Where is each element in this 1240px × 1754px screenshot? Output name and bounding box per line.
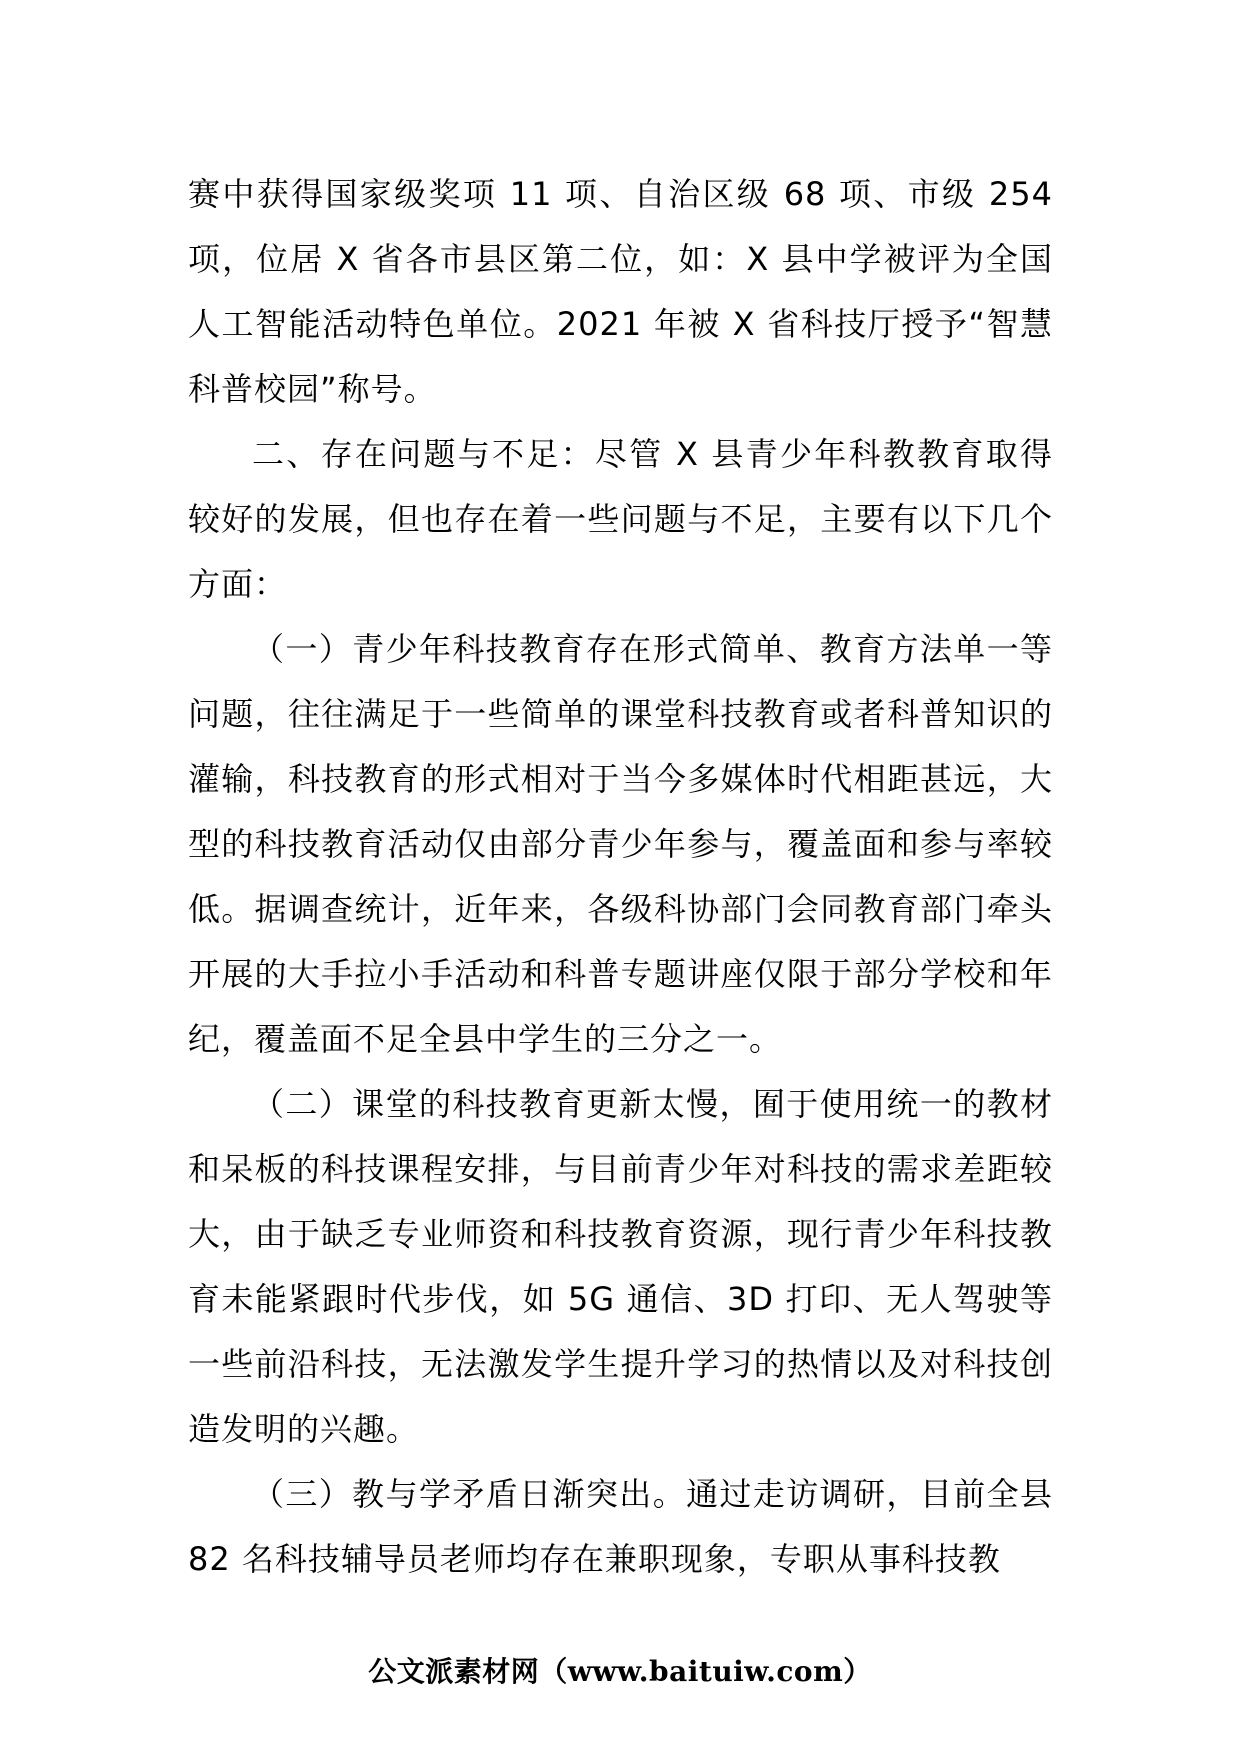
paragraph-problem-one: （一）青少年科技教育存在形式简单、教育方法单一等问题，往往满足于一些简单的课堂科技教育或者科普知识的灌输，科技教育的形式相对于当今多媒体时代相距甚远，大型的科技教育活动仅由部分青少年参与，覆盖面和参与率较低。据调查统计，近年来，各级科协部门会同教育部门牵头开展的大手拉小手活动和科普专题讲座仅限于部分学校和年纪，覆盖面不足全县中学生的三分之一。	[188, 630, 1053, 1058]
paragraph-problem-three: （三）教与学矛盾日渐突出。通过走访调研，目前全县 82 名科技辅导员老师均存在兼职现象，专职从事科技教	[188, 1475, 1053, 1578]
paragraph-problems-heading: 二、存在问题与不足：尽管 X 县青少年科教教育取得较好的发展，但也存在着一些问题与不足，主要有以下几个方面：	[188, 435, 1053, 603]
document-body	[188, 162, 1053, 1592]
paragraph-problem-two: （二）课堂的科技教育更新太慢，囿于使用统一的教材和呆板的科技课程安排，与目前青少年对科技的需求差距较大，由于缺乏专业师资和科技教育资源，现行青少年科技教育未能紧跟时代步伐，如 5G 通信、3D 打印、无人驾驶等一些前沿科技，无法激发学生提升学习的热情以及对科技创造发明的兴趣。	[188, 1085, 1053, 1448]
footer-watermark: 公文派素材网（www.baituiw.com）	[368, 1655, 872, 1688]
paragraph-continuation: 赛中获得国家级奖项 11 项、自治区级 68 项、市级 254 项，位居 X 省各市县区第二位，如：X 县中学被评为全国人工智能活动特色单位。2021 年被 X 省科技厅授予“智慧科普校园”称号。	[188, 175, 1053, 408]
